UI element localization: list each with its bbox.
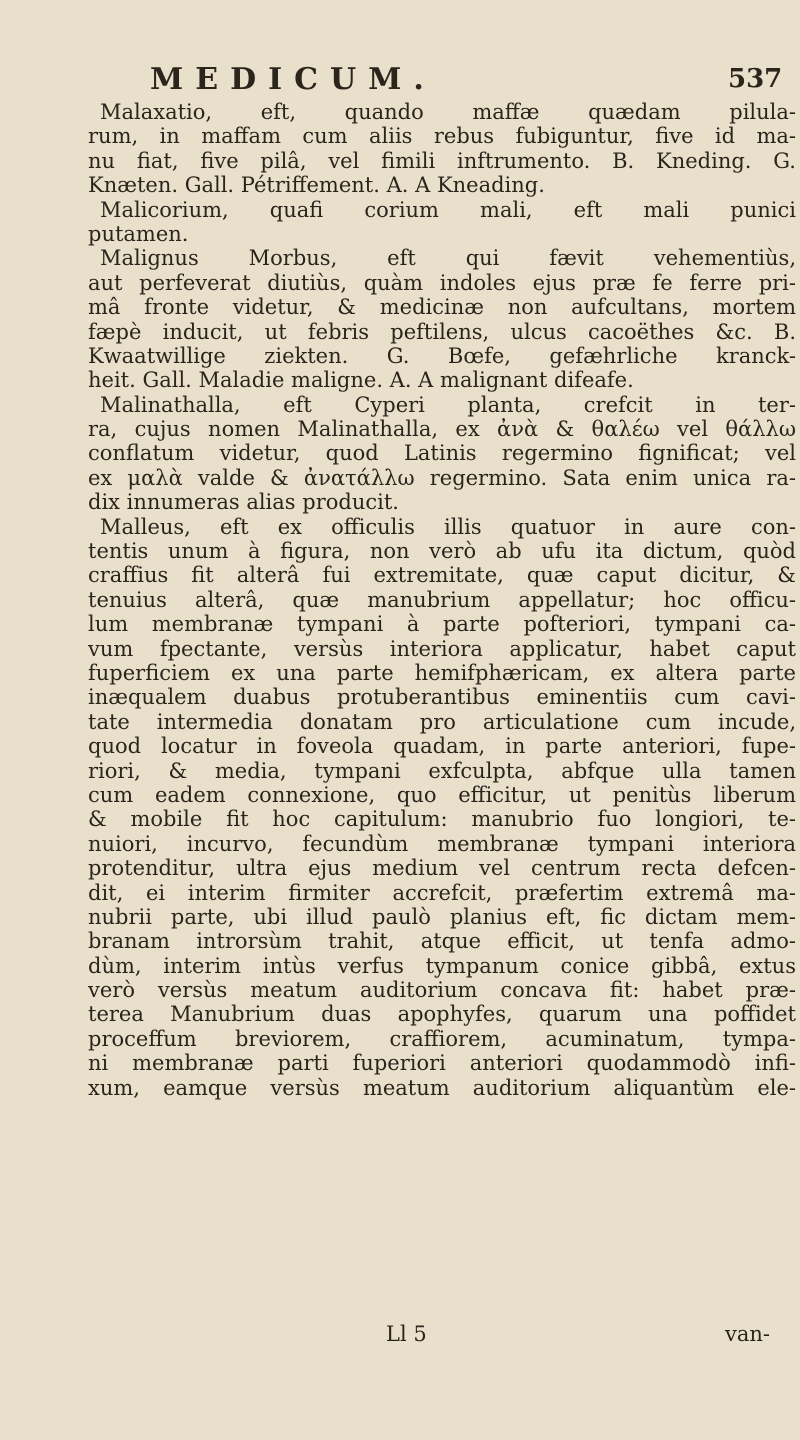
text-line: aut perfeverat diutiùs, quàm indoles ejus præ fe ferre pri- xyxy=(88,270,796,295)
text-line: Kwaatwillige ziekten. G. Bœfe, gefæhrliche kranck- xyxy=(88,343,796,368)
text-line: nu fiat, five pilâ, vel fimili inftrumento. B. Kneding. G. xyxy=(88,148,796,173)
page-footer xyxy=(88,1322,796,1352)
text-line: tate intermedia donatam pro articulatione cum incude, xyxy=(88,709,796,734)
page-header xyxy=(0,62,800,102)
text-line: ra, cujus nomen Malinathalla, ex ἀνὰ & θαλέω vel θάλλω xyxy=(88,417,796,442)
text-line: Knæten. Gall. Pétriffement. A. A Kneading. xyxy=(88,173,545,198)
text-line: vum fpectante, versùs interiora applicatur, habet caput xyxy=(88,636,796,661)
text-line: dit, ei interim firmiter accrefcit, præfertim extremâ ma- xyxy=(88,880,796,905)
text-line: verò versùs meatum auditorium concava fit: habet præ- xyxy=(88,978,796,1003)
text-line: dùm, interim intùs verfus tympanum conice gibbâ, extus xyxy=(88,953,796,978)
text-line: terea Manubrium duas apophyfes, quarum una poffidet xyxy=(88,1002,796,1027)
text-line: branam introrsùm trahit, atque efficit, ut tenfa admo- xyxy=(88,929,796,954)
text-line: protenditur, ultra ejus medium vel centrum recta defcen- xyxy=(88,856,796,881)
page-number: 537 xyxy=(728,64,783,94)
text-line: quod locatur in foveola quadam, in parte anteriori, fupe- xyxy=(88,734,796,759)
catchword: van- xyxy=(724,1322,770,1346)
text-line: nubrii parte, ubi illud paulò planius eft, fic dictam mem- xyxy=(88,904,796,929)
text-line: dix innumeras alias producit. xyxy=(88,490,399,515)
text-line: ex μαλὰ valde & ἀνατάλλω regermino. Sata enim unica ra- xyxy=(88,465,796,490)
text-line: lum membranæ tympani à parte pofteriori, tympani ca- xyxy=(88,612,796,637)
text-line: & mobile fit hoc capitulum: manubrio fuo longiori, te- xyxy=(88,807,796,832)
body-text xyxy=(88,100,796,1100)
text-line: conflatum videtur, quod Latinis regermino fignificat; vel xyxy=(88,441,796,466)
signature-mark: Ll 5 xyxy=(386,1322,427,1346)
text-line: riori, & media, tympani exfculpta, abfque ulla tamen xyxy=(88,758,796,783)
text-line: proceffum breviorem, craffiorem, acuminatum, tympa- xyxy=(88,1026,796,1051)
text-line: inæqualem duabus protuberantibus eminentiis cum cavi- xyxy=(88,685,796,710)
text-line: putamen. xyxy=(88,221,189,246)
text-line: fæpè inducit, ut febris peftilens, ulcus cacoëthes &c. B. xyxy=(88,319,796,344)
text-line: rum, in maffam cum aliis rebus fubiguntur, five id ma- xyxy=(88,124,796,149)
text-line: cum eadem connexione, quo efficitur, ut penitùs liberum xyxy=(88,782,796,807)
text-line: nuiori, incurvo, fecundùm membranæ tympani interiora xyxy=(88,831,796,856)
text-line: tenuius alterâ, quæ manubrium appellatur; hoc officu- xyxy=(88,587,796,612)
text-line: Malicorium, quafi corium mali, eft mali punici xyxy=(100,197,796,222)
text-line: heit. Gall. Maladie maligne. A. A malignant difeafe. xyxy=(88,368,634,393)
text-line: Malaxatio, eft, quando maffæ quædam pilula- xyxy=(100,100,796,124)
text-line: xum, eamque versùs meatum auditorium aliquantùm ele- xyxy=(88,1075,796,1100)
text-line: tentis unum à figura, non verò ab ufu ita dictum, quòd xyxy=(88,539,796,564)
text-line: fuperficiem ex una parte hemifphæricam, ex altera parte xyxy=(88,660,796,685)
text-line: Malleus, eft ex officulis illis quatuor in aure con- xyxy=(100,514,796,539)
text-line: Malinathalla, eft Cyperi planta, crefcit in ter- xyxy=(100,392,796,417)
text-line: mâ fronte videtur, & medicinæ non aufcultans, mortem xyxy=(88,295,796,320)
text-line: Malignus Morbus, eft qui fævit vehementiùs, xyxy=(100,246,796,271)
text-line: craffius fit alterâ fui extremitate, quæ caput dicitur, & xyxy=(88,563,796,588)
running-head: MEDICUM. xyxy=(150,62,436,97)
text-line: ni membranæ parti fuperiori anteriori quodammodò infi- xyxy=(88,1051,796,1076)
